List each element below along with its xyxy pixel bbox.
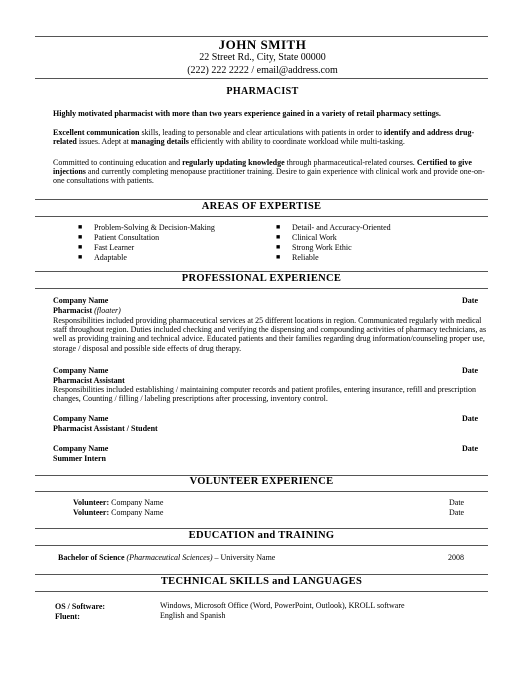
experience-rule-bottom — [35, 288, 488, 289]
job-company: Company Name — [53, 444, 109, 453]
volunteer-date: Date — [449, 498, 465, 507]
bullet-icon: ■ — [276, 223, 281, 231]
volunteer-entry: Volunteer: Company Name — [73, 498, 164, 507]
expertise-rule — [35, 199, 488, 200]
bullet-icon: ■ — [276, 233, 281, 241]
skills-label: OS / Software: — [55, 602, 106, 611]
summary-bold-injections: Certified to give injections — [53, 158, 472, 177]
volunteer-entry: Volunteer: Company Name — [73, 508, 164, 517]
job-role: Pharmacist (floater) — [53, 306, 121, 315]
job-date: Date — [462, 296, 478, 305]
summary-text: efficiently with ability to coordinate workload while multi-tasking. — [188, 137, 405, 147]
bullet-icon: ■ — [276, 243, 281, 251]
job-company: Company Name — [53, 296, 109, 305]
summary-text: through pharmaceutical-related courses. — [284, 158, 417, 167]
skills-value: Windows, Microsoft Office (Word, PowerPoint, Outlook), KROLL software — [160, 601, 405, 610]
education-heading: EDUCATION and TRAINING — [188, 530, 335, 541]
volunteer-date: Date — [449, 508, 465, 517]
job-company: Company Name — [53, 414, 109, 423]
contact-line: (222) 222 2222 / email@address.com — [187, 65, 338, 76]
education-rule — [35, 528, 488, 529]
skills-label: Fluent: — [55, 612, 80, 621]
expertise-rule-bottom — [35, 216, 488, 217]
job-role: Summer Intern — [53, 454, 106, 463]
experience-heading: PROFESSIONAL EXPERIENCE — [181, 273, 342, 284]
job-title: PHARMACIST — [226, 86, 299, 97]
job-role: Pharmacist Assistant / Student — [53, 424, 158, 433]
job-date: Date — [462, 366, 478, 375]
job-description: Responsibilities included establishing / maintaining computer records and patient profiles, entering insurance, refill and prescription changes, Counting / filling / labeling prescriptions after processing, inventory control. — [53, 385, 476, 404]
skills-rule — [35, 574, 488, 575]
summary-bold-communication: Excellent communication — [53, 128, 140, 137]
job-date: Date — [462, 444, 478, 453]
address-line: 22 Street Rd., City, State 00000 — [199, 52, 326, 63]
education-year: 2008 — [448, 553, 464, 562]
education-degree: Bachelor of Science (Pharmaceutical Sciences) – University Name — [58, 553, 276, 562]
volunteer-heading: VOLUNTEER EXPERIENCE — [189, 476, 334, 487]
summary-text: Committed to continuing education and — [53, 158, 183, 167]
summary-para-1: Highly motivated pharmacist with more than two years experience gained in a variety of retail pharmacy settings. — [53, 109, 441, 118]
experience-rule — [35, 271, 488, 272]
bullet-icon: ■ — [78, 223, 83, 231]
education-rule-bottom — [35, 545, 488, 546]
bullet-icon: ■ — [78, 243, 83, 251]
skills-value: English and Spanish — [160, 611, 226, 620]
header-rule — [35, 78, 488, 79]
expertise-heading: AREAS OF EXPERTISE — [201, 201, 322, 212]
job-company: Company Name — [53, 366, 109, 375]
job-description: Responsibilities included providing pharmaceutical services at 25 different locations in region. Communicated regularly with medical staff throughout region. Duties included checking and verifying the dispensing and compounding activities of pharmacy technicians, as well as providing training and technical advice. Educated patients and their families regarding drug information/counseling proper use, storage / disposal and possible side effects of drug therapy. — [53, 316, 487, 353]
summary-para-2 — [53, 128, 489, 146]
bullet-icon: ■ — [78, 253, 83, 261]
bullet-icon: ■ — [276, 253, 281, 261]
summary-text: and currently completing menopause practitioner training. Desire to gain experience with clinical work and provide one-on-one consultations with patients. — [53, 167, 485, 186]
summary-bold-knowledge: regularly updating knowledge — [182, 158, 285, 167]
summary-text: issues. Adept at — [76, 137, 131, 147]
summary-para-3 — [53, 158, 489, 186]
summary-text: skills, leading to personable and clear articulations with patients in order to — [139, 128, 384, 137]
summary-bold-managing: managing details — [130, 137, 189, 147]
summary-bold-identify: identify and address drug-related — [53, 128, 475, 147]
resume-name: JOHN SMITH — [218, 37, 307, 52]
job-role: Pharmacist Assistant — [53, 376, 125, 385]
bullet-icon: ■ — [78, 233, 83, 241]
skills-heading: TECHNICAL SKILLS and LANGUAGES — [160, 576, 363, 587]
skills-rule-bottom — [35, 591, 488, 592]
volunteer-rule-bottom — [35, 491, 488, 492]
job-date: Date — [462, 414, 478, 423]
